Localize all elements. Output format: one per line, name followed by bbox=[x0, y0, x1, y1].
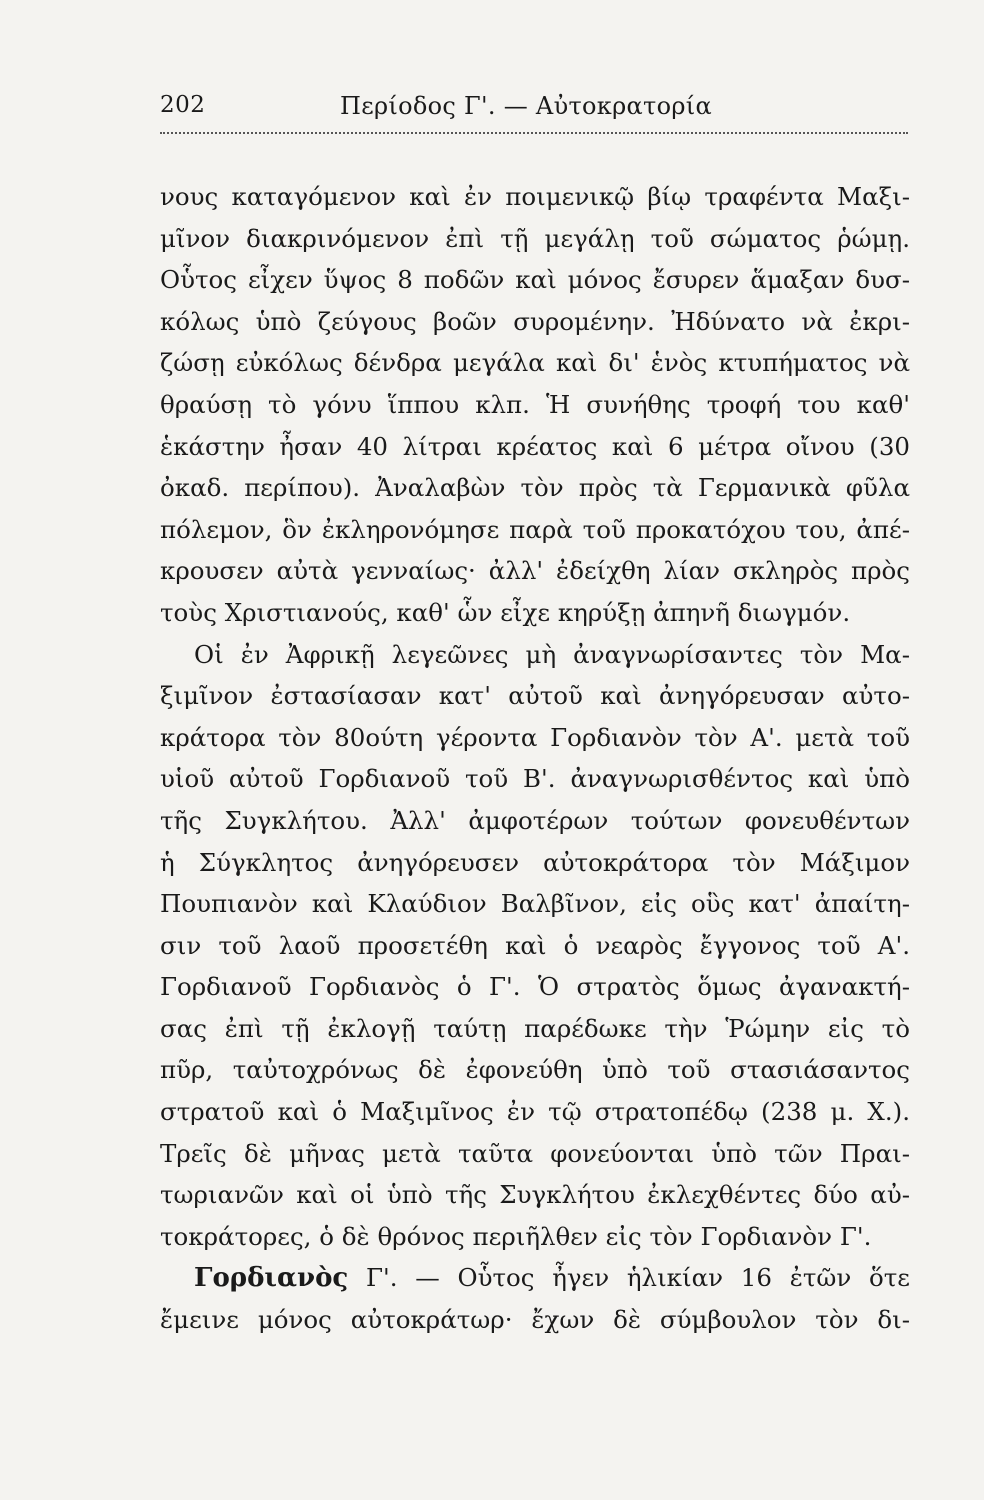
text-line: ἔμεινε μόνος αὐτοκράτωρ· ἔχων δὲ σύμβουλον τὸν δι- bbox=[160, 1305, 910, 1335]
text-line: τοὺς Χριστιανούς, καθ' ὧν εἶχε κηρύξῃ ἀπηνῆ διωγμόν. bbox=[160, 597, 851, 627]
running-head: Περίοδος Γ'. — Αὐτοκρατορία bbox=[340, 92, 712, 120]
text-line: νους καταγόμενον καὶ ἐν ποιμενικῷ βίῳ τραφέντα Μαξι- bbox=[160, 182, 910, 211]
text-line: πόλεμον, ὃν ἐκληρονόμησε παρὰ τοῦ προκατόχου του, ἀπέ- bbox=[160, 514, 910, 544]
text-line: τῆς Συγκλήτου. Ἀλλ' ἀμφοτέρων τούτων φονευθέντων bbox=[160, 805, 910, 835]
text-line: στρατοῦ καὶ ὁ Μαξιμῖνος ἐν τῷ στρατοπέδῳ (238 μ. Χ.). bbox=[160, 1097, 910, 1127]
text-line: τωριανῶν καὶ οἱ ὑπὸ τῆς Συγκλήτου ἐκλεχθέντες δύο αὐ- bbox=[160, 1180, 910, 1210]
section-heading: Γορδιανὸς bbox=[194, 1263, 349, 1294]
text-line: θραύσῃ τὸ γόνυ ἵππου κλπ. Ἡ συνήθης τροφή του καθ' bbox=[160, 389, 910, 419]
page-header bbox=[160, 92, 906, 124]
text-line: μῖνον διακρινόμενον ἐπὶ τῇ μεγάλῃ τοῦ σώματος ῥώμῃ. bbox=[160, 223, 910, 253]
text-line: Γορδιανοῦ Γορδιανὸς ὁ Γ'. Ὁ στρατὸς ὅμως ἀγανακτή- bbox=[160, 972, 910, 1002]
text-line: κράτορα τὸν 80ούτη γέροντα Γορδιανὸν τὸν Α'. μετὰ τοῦ bbox=[160, 722, 910, 752]
text-line: σιν τοῦ λαοῦ προσετέθη καὶ ὁ νεαρὸς ἔγγονος τοῦ Α'. bbox=[160, 930, 910, 960]
text-line: τοκράτορες, ὁ δὲ θρόνος περιῆλθεν εἰς τὸν Γορδιανὸν Γ'. bbox=[160, 1221, 872, 1251]
text-line: ζώσῃ εὐκόλως δένδρα μεγάλα καὶ δι' ἑνὸς κτυπήματος νὰ bbox=[160, 348, 910, 378]
text-line: πῦρ, ταὐτοχρόνως δὲ ἐφονεύθη ὑπὸ τοῦ στασιάσαντος bbox=[160, 1055, 910, 1085]
text-line: σας ἐπὶ τῇ ἐκλογῇ ταύτῃ παρέδωκε τὴν Ῥώμην εἰς τὸ bbox=[160, 1013, 910, 1043]
text-line: ξιμῖνον ἐστασίασαν κατ' αὐτοῦ καὶ ἀνηγόρευσαν αὐτο- bbox=[160, 681, 910, 711]
text-line: κρουσεν αὐτὰ γενναίως· ἀλλ' ἐδείχθη λίαν σκληρὸς πρὸς bbox=[160, 556, 910, 586]
header-rule bbox=[160, 132, 908, 134]
body-text bbox=[160, 176, 910, 1341]
text-line: ἑκάστην ἦσαν 40 λίτραι κρέατος καὶ 6 μέτρα οἴνου (30 bbox=[160, 431, 910, 461]
text-line: Τρεῖς δὲ μῆνας μετὰ ταῦτα φονεύονται ὑπὸ τῶν Πραι- bbox=[160, 1138, 910, 1168]
page-number: 202 bbox=[160, 92, 206, 118]
text-line: Πουπιανὸν καὶ Κλαύδιον Βαλβῖνον, εἰς οὓς κατ' ἀπαίτη- bbox=[160, 889, 910, 919]
text-line: ἡ Σύγκλητος ἀνηγόρευσεν αὐτοκράτορα τὸν Μάξιμον bbox=[160, 847, 910, 877]
text-line: ὀκαδ. περίπου). Ἀναλαβὼν τὸν πρὸς τὰ Γερμανικὰ φῦλα bbox=[160, 473, 910, 503]
text-line: Οὗτος εἶχεν ὕψος 8 ποδῶν καὶ μόνος ἔσυρεν ἅμαξαν δυσ- bbox=[160, 265, 910, 295]
text-line: Οἱ ἐν Ἀφρικῇ λεγεῶνες μὴ ἀναγνωρίσαντες τὸν Μα- bbox=[194, 639, 910, 669]
text-line: κόλως ὑπὸ ζεύγους βοῶν συρομένην. Ἠδύνατο νὰ ἐκρι- bbox=[160, 306, 910, 336]
text-line: υἱοῦ αὐτοῦ Γορδιανοῦ τοῦ Β'. ἀναγνωρισθέντος καὶ ὑπὸ bbox=[160, 764, 910, 794]
section-heading-line: Γορδιανὸς Γ'. — Οὗτος ἦγεν ἡλικίαν 16 ἐτῶν ὅτε bbox=[194, 1263, 910, 1294]
